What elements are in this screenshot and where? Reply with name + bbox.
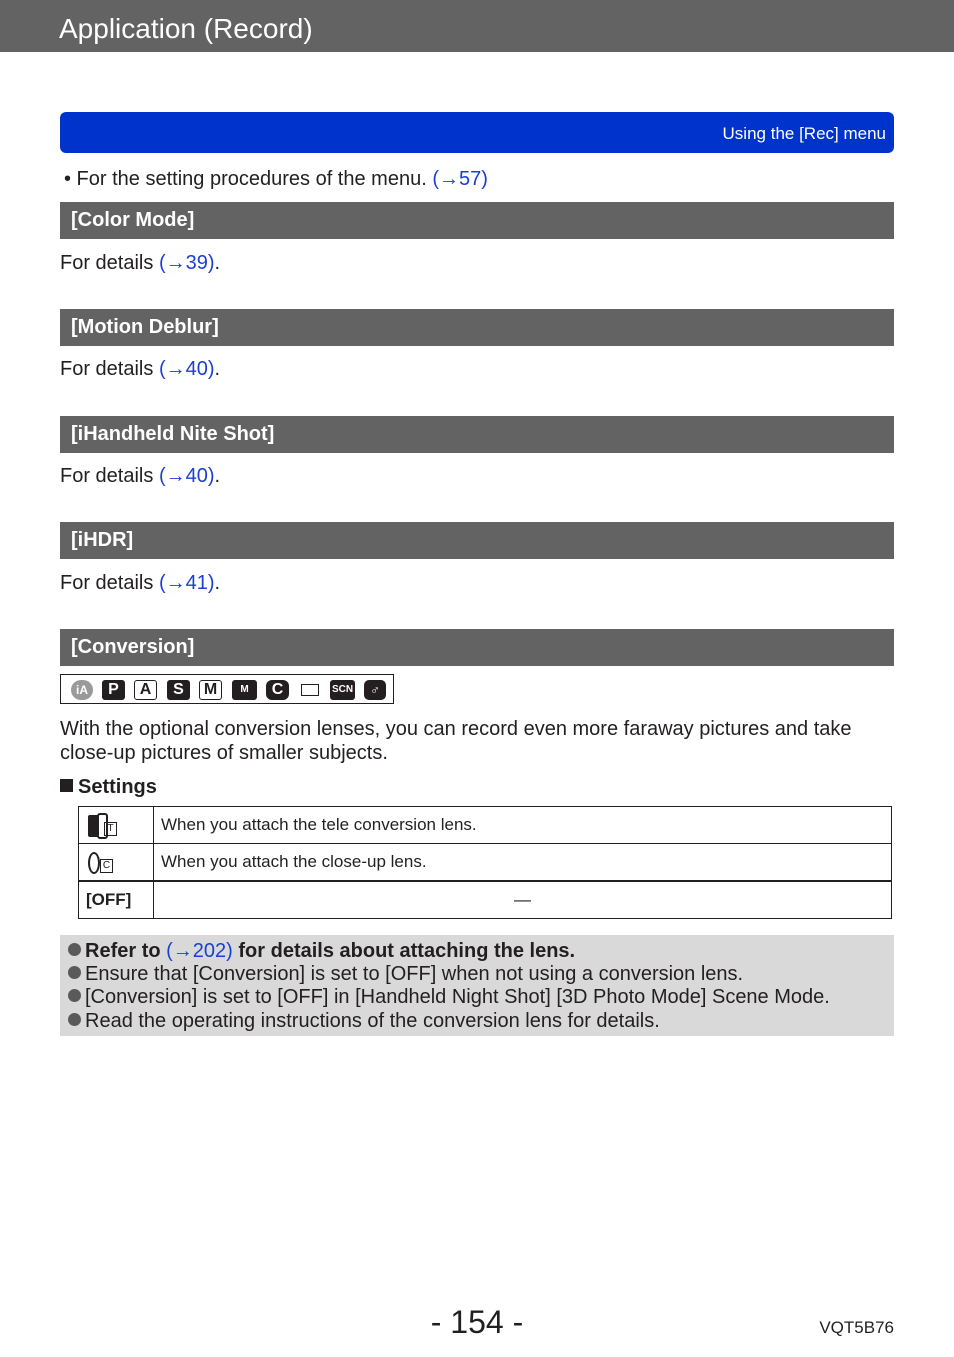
section-header-conversion [60, 629, 894, 666]
details-text: For details [60, 358, 159, 380]
note-link[interactable]: (→202) [166, 940, 233, 962]
section-body-color-mode [60, 251, 220, 275]
page-number: - 154 - [430, 1304, 524, 1340]
page-header [0, 0, 954, 52]
section-title: [iHDR] [71, 529, 134, 551]
manual-exposure-mode-icon: M [199, 680, 222, 700]
conversion-description-line-2: close-up pictures of smaller subjects. [60, 742, 388, 764]
section-title: [Motion Deblur] [71, 316, 219, 338]
section-header-ihdr [60, 522, 894, 559]
page-title: Application (Record) [59, 13, 313, 44]
details-tail: . [214, 252, 221, 274]
table-cell-desc: When you attach the tele conversion lens. [154, 807, 892, 844]
details-text: For details [60, 465, 159, 487]
creative-control-mode-icon: ♂ [364, 680, 386, 700]
details-tail: . [214, 465, 221, 487]
details-link[interactable]: (→39) [158, 252, 215, 274]
note-text: Read the operating instructions of the conversion lens for details. [85, 1010, 660, 1032]
tele-conversion-lens-icon [86, 813, 122, 837]
table-row [79, 881, 892, 919]
bullet-dot-icon [68, 989, 81, 1002]
close-up-lens-cell [79, 844, 154, 882]
intelligent-auto-mode-icon: iA [71, 680, 93, 700]
details-text: For details [60, 252, 159, 274]
intro-line [64, 167, 488, 191]
conversion-description-line-1: With the optional conversion lenses, you can record even more faraway pictures and take [60, 718, 852, 740]
note-text: Refer to [85, 940, 167, 962]
section-body-ihdr [60, 571, 220, 595]
details-text: For details [60, 572, 159, 594]
section-body-motion-deblur [60, 357, 220, 381]
creative-video-mode-icon: M [232, 680, 257, 700]
settings-table [78, 806, 892, 919]
program-ae-mode-icon: P [102, 680, 125, 700]
section-title: [iHandheld Nite Shot] [71, 423, 275, 445]
settings-label: Settings [78, 776, 157, 798]
table-cell-desc: — [154, 881, 892, 919]
custom-mode-icon: C [266, 680, 289, 700]
close-up-tag: C [100, 859, 113, 873]
details-tail: . [214, 358, 221, 380]
details-link[interactable]: (→40) [158, 358, 215, 380]
note-item [68, 962, 743, 986]
details-link[interactable]: (→40) [158, 465, 215, 487]
menu-banner [60, 112, 894, 153]
table-cell-desc: When you attach the close-up lens. [154, 844, 892, 882]
note-item [68, 985, 830, 1009]
document-code: VQT5B76 [819, 1318, 894, 1337]
section-body-ihandheld-nite-shot [60, 464, 220, 488]
note-text: for details about attaching the lens. [232, 940, 576, 962]
table-row [79, 807, 892, 844]
section-title: [Conversion] [71, 636, 195, 658]
details-tail: . [214, 572, 221, 594]
settings-heading [60, 775, 157, 799]
square-bullet-icon [60, 779, 73, 792]
panorama-mode-icon [301, 684, 319, 696]
bullet-dot-icon [68, 966, 81, 979]
section-header-ihandheld-nite-shot [60, 416, 894, 453]
recording-mode-icons [60, 674, 394, 704]
note-text: [Conversion] is set to [OFF] in [Handheld Night Shot] [3D Photo Mode] Scene Mode. [85, 986, 830, 1008]
close-up-lens-icon [86, 850, 122, 874]
table-cell-label: [OFF] [79, 881, 154, 919]
bullet-dot-icon [68, 943, 81, 956]
shutter-priority-mode-icon: S [167, 680, 190, 700]
note-text: Ensure that [Conversion] is set to [OFF] when not using a conversion lens. [85, 963, 744, 985]
bullet-dot-icon [68, 1013, 81, 1026]
section-header-motion-deblur [60, 309, 894, 346]
notes-box [60, 935, 894, 1036]
section-title: [Color Mode] [71, 209, 195, 231]
section-header-color-mode [60, 202, 894, 239]
tele-tag: T [104, 822, 117, 836]
scene-guide-mode-icon: SCN [330, 680, 355, 700]
aperture-priority-mode-icon: A [134, 680, 157, 700]
intro-link[interactable]: (→57) [432, 168, 488, 190]
table-row [79, 844, 892, 882]
intro-text: • For the setting procedures of the menu. [64, 168, 433, 190]
tele-lens-cell [79, 807, 154, 844]
menu-banner-label: Using the [Rec] menu [722, 124, 886, 143]
details-link[interactable]: (→41) [158, 572, 215, 594]
note-item [68, 1009, 660, 1033]
note-item [68, 939, 575, 963]
